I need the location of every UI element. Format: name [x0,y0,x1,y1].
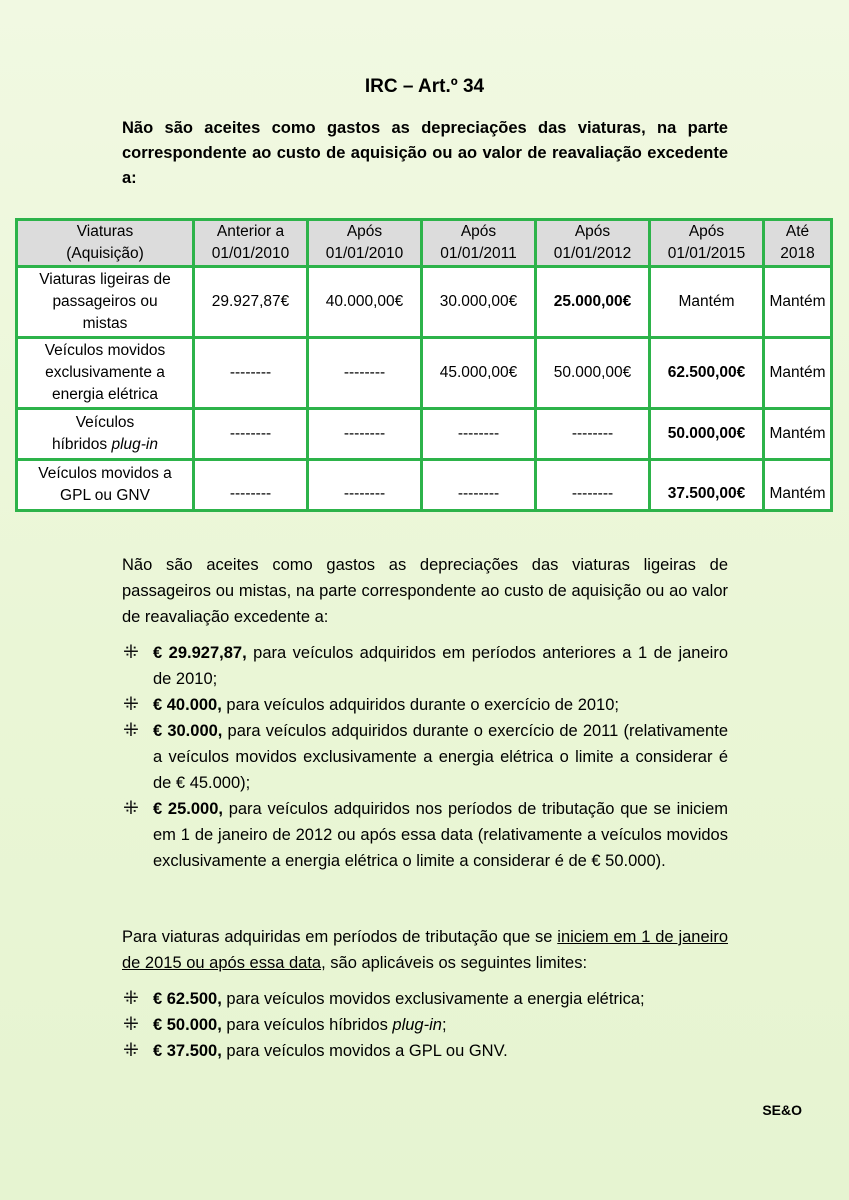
header-anterior-2010: Anterior a 01/01/2010 [194,220,308,267]
table-cell: -------- [308,460,422,511]
row-label: Veículos movidos exclusivamente a energia elétrica [17,338,194,409]
table-cell: -------- [194,460,308,511]
header-ate-2018: Até 2018 [764,220,832,267]
author-signature: SE&O [762,1102,802,1118]
limits-list-2 [122,986,728,1064]
table-cell: Mantém [764,338,832,409]
table-row [17,267,832,338]
table-cell: -------- [536,409,650,460]
intro-paragraph: Não são aceites como gastos as depreciações das viaturas, na parte correspondente ao custo de aquisição ou ao valor de reavaliação excedente a: [122,119,728,187]
header-apos-2011: Após 01/01/2011 [422,220,536,267]
ornament-bullet-icon: ⁜ [123,642,139,663]
ornament-bullet-icon: ⁜ [123,694,139,715]
table-cell: -------- [422,460,536,511]
list-item: ⁜ € 29.927,87, para veículos adquiridos em períodos anteriores a 1 de janeiro de 2010; [123,642,728,688]
row-label: Veículos híbridos plug-in [17,409,194,460]
table-cell: 25.000,00€ [536,267,650,338]
ornament-bullet-icon: ⁜ [123,720,139,741]
table-cell: -------- [536,460,650,511]
table-header-row [17,220,832,267]
row-label: Veículos movidos a GPL ou GNV [17,460,194,511]
depreciation-limits-table [15,218,833,512]
table-cell: -------- [308,409,422,460]
underlined-date-phrase: iniciem em 1 de janeiro de 2015 ou após essa data [122,928,728,972]
body-paragraph-1: Não são aceites como gastos as depreciações das viaturas ligeiras de passageiros ou mistas, na parte correspondente ao custo de aquisição ou ao valor de reavaliação excedente a: [122,556,728,626]
table-cell: Mantém [650,267,764,338]
table-cell: -------- [308,338,422,409]
table-row [17,338,832,409]
list-item: ⁜ € 40.000, para veículos adquiridos durante o exercício de 2010; [123,694,619,715]
table-cell: 40.000,00€ [308,267,422,338]
table-cell: 50.000,00€ [650,409,764,460]
list-item: ⁜ € 30.000, para veículos adquiridos durante o exercício de 2011 (relativamente a veículos movidos exclusivamente a energia elétrica o limite a considerar é de € 45.000); [123,720,728,792]
page-title: IRC – Art.º 34 [364,76,485,97]
table-cell: 45.000,00€ [422,338,536,409]
table-cell: Mantém [764,267,832,338]
table-cell: -------- [194,409,308,460]
table-cell: Mantém [764,460,832,511]
body-paragraph-2: Para viaturas adquiridas em períodos de tributação que se iniciem em 1 de janeiro de 2015 ou após essa data, são aplicáveis os seguintes limites: [122,928,728,972]
table-row [17,409,832,460]
table-cell: 62.500,00€ [650,338,764,409]
list-item: ⁜ € 50.000, para veículos híbridos plug-in; [123,1014,447,1035]
row-label: Viaturas ligeiras de passageiros ou mistas [17,267,194,338]
list-item: ⁜ € 62.500, para veículos movidos exclusivamente a energia elétrica; [123,988,645,1009]
header-viaturas: Viaturas (Aquisição) [17,220,194,267]
header-apos-2015: Após 01/01/2015 [650,220,764,267]
list-item: ⁜ € 37.500, para veículos movidos a GPL ou GNV. [123,1040,508,1061]
table-cell: -------- [422,409,536,460]
table-row [17,460,832,511]
table-cell: 37.500,00€ [650,460,764,511]
header-apos-2010: Após 01/01/2010 [308,220,422,267]
plug-in-italic: plug-in [111,436,158,453]
ornament-bullet-icon: ⁜ [123,1040,139,1061]
table-cell: Mantém [764,409,832,460]
ornament-bullet-icon: ⁜ [123,798,139,819]
list-item: ⁜ € 25.000, para veículos adquiridos nos períodos de tributação que se iniciem em 1 de janeiro de 2012 ou após essa data (relativamente a veículos movidos exclusivamente a energia elétrica o limite a considerar é de € 50.000). [123,798,728,870]
ornament-bullet-icon: ⁜ [123,988,139,1009]
limits-list-1 [122,640,728,874]
table-cell: 29.927,87€ [194,267,308,338]
table-cell: -------- [194,338,308,409]
header-apos-2012: Após 01/01/2012 [536,220,650,267]
ornament-bullet-icon: ⁜ [123,1014,139,1035]
table-cell: 50.000,00€ [536,338,650,409]
table-cell: 30.000,00€ [422,267,536,338]
